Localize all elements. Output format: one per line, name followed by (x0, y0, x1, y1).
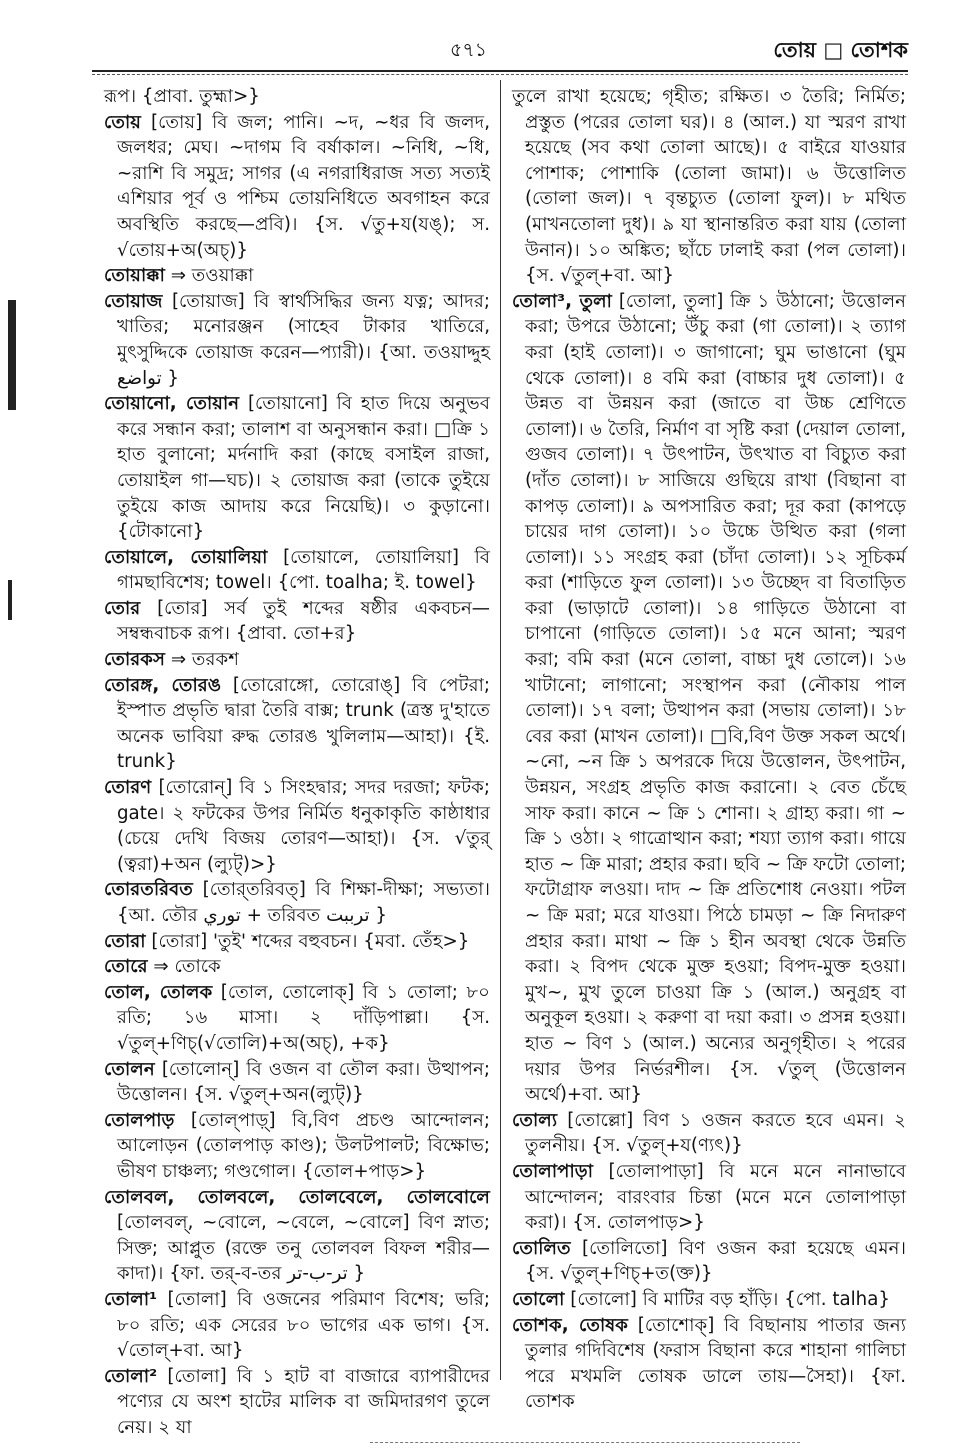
entry-definition: [তোয়াজ] বি স্বার্থসিদ্ধির জন্য যত্ন; আদর; খাতির; মনোরঞ্জন (সাহেব টাকার খাতিরে, মুৎসুদ্দিকে তোয়াজ করেন—প্যারী)। {আ. তওয়াদ্দুহ تواضع } (117, 290, 490, 389)
dictionary-entry (104, 596, 490, 647)
dictionary-entry (512, 289, 906, 1108)
entry-headword: তোল্য (512, 1109, 558, 1131)
entry-headword: তোলা¹ (104, 1288, 158, 1310)
dictionary-entry (512, 1236, 906, 1287)
dictionary-entry (104, 545, 490, 596)
entry-definition: [তোল, তোলোক্] বি ১ তোলা; ৮০ রতি; ১৬ মাসা। ২ দাঁড়িপাল্লা। {স. √তুল্+ণিচ্(√তোলি)+অ(অচ্), +ক} (117, 981, 490, 1054)
entry-definition: [তোরা] 'তুই' শব্দের বহুবচন। {মবা. তেঁহ>} (151, 930, 470, 952)
entry-headword: তোরে (104, 956, 148, 978)
entry-definition: ⇒ তোকে (153, 956, 221, 978)
entry-definition: [তোলো] বি মাটির বড় হাঁড়ি। {পো. talha} (570, 1288, 890, 1310)
entry-definition: [তোলা] বি ১ হাট বা বাজারে ব্যাপারীদের পণ্যের যে অংশ হাটের মালিক বা জমিদারগণ তুলে নেয়। ২ যা (117, 1365, 490, 1438)
entry-headword: তোয় (104, 111, 142, 133)
entry-definition: [তোরোঙ্গো, তোরোঙ্] বি পেটরা; ইস্পাত প্রভৃতি দ্বারা তৈরি বাক্স; trunk (ত্রস্ত দু'হাতে অনেক ভাবিয়া রুদ্ধ তোরঙ খুলিলাম—আহা)। {ই. trunk} (117, 674, 490, 773)
header-rule-dashed (92, 74, 908, 75)
entry-headword: তোরকস (104, 649, 166, 671)
page-number: ৫৭১ (450, 39, 488, 61)
right-column (512, 84, 906, 1413)
entry-definition: [তোয়] বি জল; পানি। ~দ, ~ধর বি জলদ, জলধর; মেঘ। ~দাগম বি বর্ষাকাল। ~নিধি, ~ধি, ~রাশি বি সমুদ্র; সাগর (এ নগরাধিরাজ সত্য সত্যই এশিয়ার পূর্ব ও পশ্চিম তোয়নিধিতে অবগাহন করে অবস্থিতি করছে—প্রবি)। {স. √তু+য(যঙ্); স. √তোয়+অ(অচ্)} (117, 111, 490, 261)
entry-definition: [তোর] সর্ব তুই শব্দের ষষ্ঠীর একবচন—সম্বন্ধবাচক রূপ। {প্রাবা. তো+র} (117, 597, 490, 645)
dictionary-entry (104, 391, 490, 545)
entry-headword: তোয়ালে, তোয়ালিয়া (104, 546, 268, 568)
dictionary-entry (104, 1364, 490, 1441)
entry-headword: তোলিত (512, 1237, 571, 1259)
entry-headword: তোয়ানো, তোয়ান (104, 393, 240, 415)
entry-definition: রূপ। {প্রাবা. তুহ্মা>} (104, 86, 260, 107)
dictionary-entry (512, 1313, 906, 1415)
dictionary-entry (104, 84, 490, 110)
entry-definition: [তোর্‌তরিবত্] বি শিক্ষা-দীক্ষা; সভ্যতা। {আ. তৌর توري + তরিবত ترببت } (117, 879, 490, 926)
dictionary-entry (104, 110, 490, 264)
footer-rule (370, 1442, 800, 1443)
entry-headword: তোলপাড় (104, 1109, 175, 1131)
entry-definition: [তোলোন্] বি ওজন বা তৌল করা। উত্থাপন; উত্তোলন। {স. √তুল্+অন(ল্যুট্)} (117, 1058, 490, 1106)
entry-definition: [তোলা] বি ওজনের পরিমাণ বিশেষ; ভরি; ৮০ রতি; এক সেরের ৮০ ভাগের এক ভাগ। {স. √তোল্+বা. আ} (117, 1288, 490, 1362)
running-head: তোয় □ তোশক (773, 38, 908, 62)
entry-definition: [তোশোক্] বি বিছানায় পাতার জন্য তুলার গদিবিশেষ (ফরাস বিছানা করে শাহানা গালিচা পরে মখমলি তোষক ডালে তায়—সৈহা)। {ফা. তোশক (525, 1314, 906, 1413)
entry-definition: [তোল্‌পাড়্] বি,বিণ প্রচণ্ড আন্দোলন; আলোড়ন (তোলপাড় কাণ্ড); উলটপালট; বিক্ষোভ; ভীষণ চাঞ্চল্য; গণ্ডগোল। {তোল+পাড়>} (117, 1109, 490, 1182)
entry-headword: তোলো (512, 1288, 565, 1310)
header-rule (92, 70, 908, 72)
entry-headword: তোয়াজ (104, 290, 163, 312)
dictionary-entry (104, 954, 490, 980)
page-header (90, 32, 908, 66)
column-divider (500, 80, 501, 1380)
entry-headword: তোলা³, তুলা (512, 290, 612, 312)
dictionary-entry (512, 1287, 906, 1313)
scan-edge-mark (8, 300, 16, 410)
dictionary-entry (104, 673, 490, 775)
entry-headword: তোশক, তোষক (512, 1314, 629, 1336)
entry-definition: [তোলা, তুলা] ক্রি ১ উঠানো; উত্তোলন করা; উপরে উঠানো; উঁচু করা (গা তোলা)। ২ ত্যাগ করা (হাই তোলা)। ৩ জাগানো; ঘুম ভাঙানো (ঘুম থেকে তোলা)। ৪ বমি করা (বাচ্চার দুধ তোলা)। ৫ উন্নত বা উন্নয়ন করা (জাতে বা উচ্চ শ্রেণিতে তোলা)। ৬ তৈরি, নির্মাণ বা সৃষ্টি করা (দেয়াল তোলা, গুজব তোলা)। ৭ উৎপাটন, উৎখাত বা বিচ্যুত করা (দাঁত তোলা)। ৮ সাজিয়ে গুছিয়ে রাখা (বিছানা বা কাপড় তোলা)। ৯ অপসারিত করা; দূর করা (কাপড়ে চায়ের দাগ তোলা)। ১০ উচ্চে উত্থিত করা (গলা তোলা)। ১১ সংগ্রহ করা (চাঁদা তোলা)। ১২ সূচিকর্ম করা (শাড়িতে ফুল তোলা)। ১৩ উচ্ছেদ বা বিতাড়িত করা (ভাড়াটে তোলা)। ১৪ গাড়িতে উঠানো বা চাপানো (গাড়িতে তোলা)। ১৫ মনে আনা; স্মরণ করা; বমি করা (মনে তোলা, বাচ্চা দুধ তোলে)। ১৬ খাটানো; লাগানো; সংস্থাপন করা (নৌকায় পাল তোলা)। ১৭ বলা; উত্থাপন করা (সভায় তোলা)। ১৮ বের করা (মাখন তোলা)। □বি,বিণ উক্ত সকল অর্থে। ~নো, ~ন ক্রি ১ অপরকে দিয়ে উত্তোলন, উৎপাটন, উন্নয়ন, সংগ্রহ প্রভৃতি কাজ করানো। ২ বেত চেঁছে সাফ করা। কানে ~ ক্রি ১ শোনা। ২ গ্রাহ্য করা। গা ~ ক্রি ১ ওঠা। ২ গাত্রোত্থান করা; শয্যা ত্যাগ করা। গায়ে হাত ~ ক্রি মারা; প্রহার করা। ছবি ~ ক্রি ফটো তোলা; ফটোগ্রাফ লওয়া। দাদ ~ ক্রি প্রতিশোধ নেওয়া। পটল ~ ক্রি মরা; মরে যাওয়া। পিঠে চামড়া ~ ক্রি নিদারুণ প্রহার করা। মাথা ~ ক্রি ১ হীন অবস্থা থেকে উন্নতি করা। ২ বিপদ থেকে মুক্ত হওয়া; বিপদ-মুক্ত হওয়া। মুখ~, মুখ তুলে চাওয়া ক্রি ১ (আল.) অনুগ্রহ বা অনুকূল হওয়া। ২ করুণা বা দয়া করা। ৩ প্রসন্ন হওয়া। হাত ~ বিণ ১ (আল.) অন্যের অনুগৃহীত। ২ পরের দয়ার উপর নির্ভরশীল। {স. √তুল্ (উত্তোলন অর্থে)+বা. আ} (525, 290, 906, 1106)
dictionary-entry (104, 877, 490, 928)
entry-headword: তোয়াক্কা (104, 265, 165, 287)
dictionary-entry (104, 929, 490, 955)
entry-headword: তোরঙ্গ, তোরঙ (104, 674, 222, 696)
entry-headword: তোল, তোলক (104, 981, 213, 1003)
entry-definition: ⇒ তরকশ (170, 649, 240, 671)
dictionary-entry (104, 289, 490, 391)
dictionary-entry (104, 1287, 490, 1364)
entry-definition: [তোয়ালে, তোয়ালিয়া] বি গামছাবিশেষ; towel। {পো. toalha; ই. towel} (117, 546, 490, 594)
dictionary-entry (104, 775, 490, 877)
entry-headword: তোলবল, তোলবলে, তোলবেলে, তোলবোলে (104, 1186, 490, 1208)
dictionary-entry (104, 647, 490, 673)
dictionary-entry (104, 263, 490, 289)
entry-definition: [তোল্লো] বিণ ১ ওজন করতে হবে এমন। ২ তুলনীয়। {স. √তুল্+য(ণ্যৎ)} (525, 1109, 906, 1157)
dictionary-entry (104, 1057, 490, 1108)
scan-edge-mark (8, 580, 12, 620)
entry-definition: ⇒ তওয়াক্কা (170, 265, 254, 287)
entry-definition: [তোলবল্, ~বোলে, ~বেলে, ~বোলে] বিণ স্নাত; সিক্ত; আপ্লুত (রক্তে তনু তোলবল বিফল শরীর—কাদা)। {ফা. তর্-ব-তর تر-ب-تر } (117, 1212, 490, 1285)
entry-definition: [তোলিতো] বিণ ওজন করা হয়েছে এমন। {স. √তুল্+ণিচ্+ত(ক্ত)} (525, 1237, 906, 1285)
entry-headword: তোলন (104, 1058, 155, 1080)
entry-headword: তোরা (104, 930, 146, 952)
entry-definition: [তোরোন্] বি ১ সিংহদ্বার; সদর দরজা; ফটক; gate। ২ ফটকের উপর নির্মিত ধনুকাকৃতি কাষ্ঠাধার (চেয়ে দেখি বিজয় তোরণ—আহা)। {স. √তুর্ (ত্বরা)+অন (ল্যুট্)>} (117, 777, 490, 875)
entry-definition: [তোলাপাড়া] বি মনে মনে নানাভাবে আন্দোলন; বারংবার চিন্তা (মনে মনে তোলাপাড়া করা)। {স. তোলপাড়>} (525, 1160, 906, 1234)
dictionary-entry (512, 1159, 906, 1236)
entry-definition: [তোয়ানো] বি হাত দিয়ে অনুভব করে সন্ধান করা; তালাশ বা অনুসন্ধান করা। □ক্রি ১ হাত বুলানো; মর্দনাদি করা (কাছে বসাইল রাজা, তোয়াইল গা—ঘচ)। ২ তোয়াজ করা (তাকে তুইয়ে তুইয়ে কাজ আদায় করে নিয়েছি)। ৩ কুড়ানো। {টোকানো} (117, 393, 490, 543)
entry-headword: তোলা² (104, 1365, 158, 1387)
entry-definition: তুলে রাখা হয়েছে; গৃহীত; রক্ষিত। ৩ তৈরি; নির্মিত; প্রস্তুত (পরের তোলা ঘর)। ৪ (আল.) যা স্মরণ রাখা হয়েছে (সব কথা তোলা আছে)। ৫ বাইরে যাওয়ার পোশাক; পোশাকি (তোলা জামা)। ৬ উত্তোলিত (তোলা জল)। ৭ বৃন্তচ্যুত (তোলা ফুল)। ৮ মথিত (মাখনতোলা দুধ)। ৯ যা স্থানান্তরিত করা যায় (তোলা উনান)। ১০ অঙ্কিত; ছাঁচে ঢালাই করা (পল তোলা)। {স. √তুল্+বা. আ} (512, 86, 906, 287)
entry-headword: তোরণ (104, 777, 152, 799)
entry-headword: তোলাপাড়া (512, 1160, 594, 1182)
dictionary-entry (104, 980, 490, 1057)
entry-headword: তোরতরিবত (104, 879, 193, 901)
left-column (104, 84, 490, 1438)
dictionary-entry (512, 1108, 906, 1159)
dictionary-entry (104, 1108, 490, 1185)
entry-headword: তোর (104, 597, 141, 619)
dictionary-entry (104, 1185, 490, 1287)
dictionary-entry (512, 84, 906, 289)
